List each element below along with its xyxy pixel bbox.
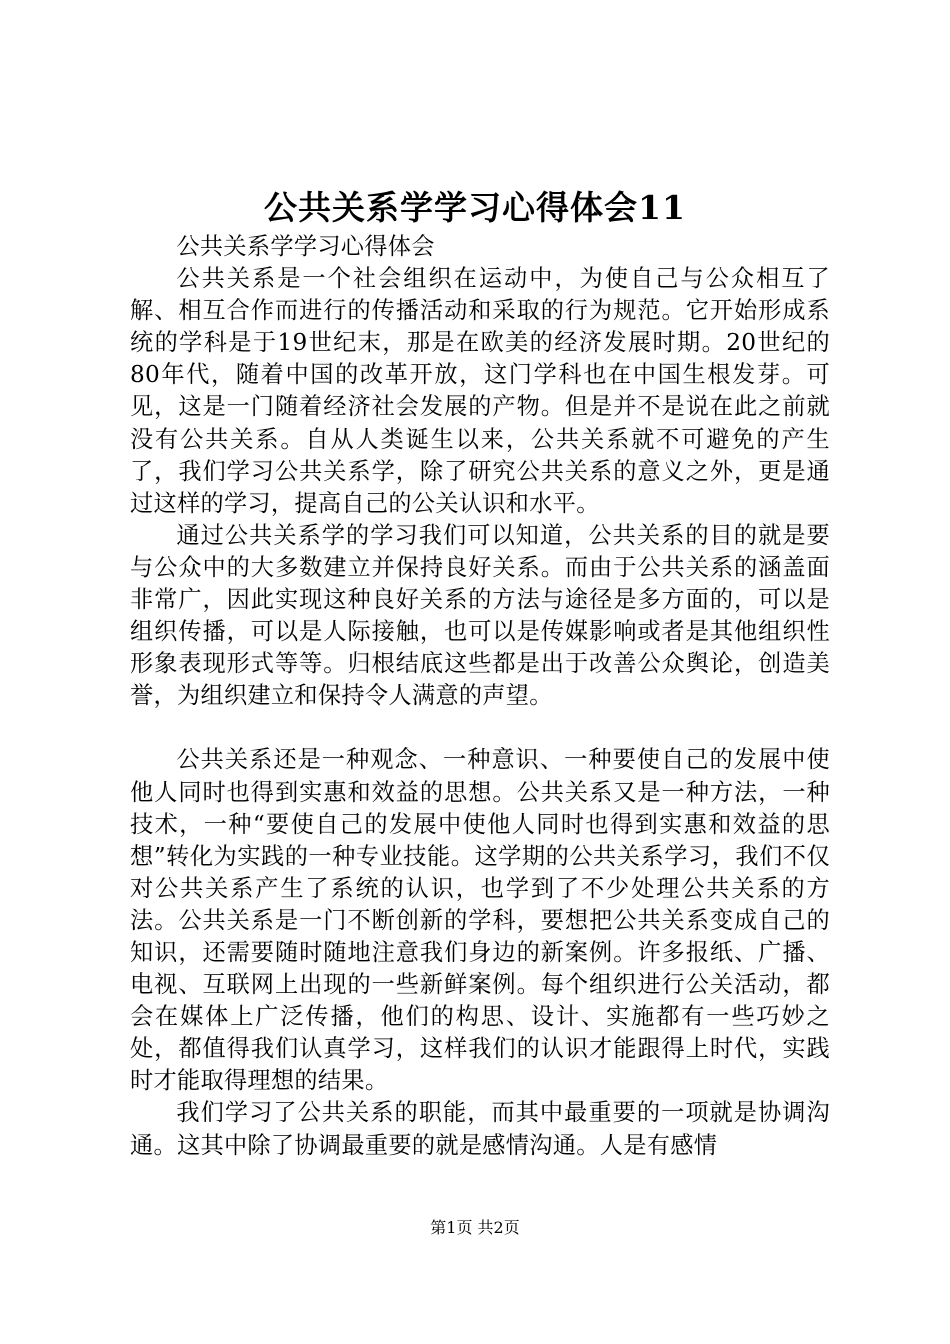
document-body (130, 231, 830, 1162)
document-subtitle: 公共关系学学习心得体会 (176, 233, 435, 260)
page-number-footer: 第1页 共2页 (430, 1218, 520, 1237)
paragraph-2: 通过公共关系学的学习我们可以知道，公共关系的目的就是要与公众中的大多数建立并保持良好关系。而由于公共关系的涵盖面非常广，因此实现这种良好关系的方法与途径是多方面的，可以是组织传播，可以是人际接触，也可以是传媒影响或者是其他组织性形象表现形式等等。归根结底这些都是出于改善公众舆论，创造美誉，为组织建立和保持令人满意的声望。 (130, 521, 830, 710)
paragraph-3: 公共关系还是一种观念、一种意识、一种要使自己的发展中使他人同时也得到实惠和效益的思想。公共关系又是一种方法，一种技术，一种“要使自己的发展中使他人同时也得到实惠和效益的思想”转化为实践的一种专业技能。这学期的公共关系学习，我们不仅对公共关系产生了系统的认识，也学到了不少处理公共关系的方法。公共关系是一门不断创新的学科，要想把公共关系变成自己的知识，还需要随时随地注意我们身边的新案例。许多报纸、广播、电视、互联网上出现的一些新鲜案例。每个组织进行公关活动，都会在媒体上广泛传播，他们的构思、设计、实施都有一些巧妙之处，都值得我们认真学习，这样我们的认识才能跟得上时代，实践时才能取得理想的结果。 (130, 746, 830, 1095)
paragraph-1: 公共关系是一个社会组织在运动中，为使自己与公众相互了解、相互合作而进行的传播活动和采取的行为规范。它开始形成系统的学科是于19世纪末，那是在欧美的经济发展时期。20世纪的80年代，随着中国的改革开放，这门学科也在中国生根发芽。可见，这是一门随着经济社会发展的产物。但是并不是说在此之前就没有公共关系。自从人类诞生以来，公共关系就不可避免的产生了，我们学习公共关系学，除了研究公共关系的意义之外，更是通过这样的学习，提高自己的公关认识和水平。 (130, 265, 830, 517)
document-title: 公共关系学学习心得体会11 (264, 188, 686, 227)
paragraph-4: 我们学习了公共关系的职能，而其中最重要的一项就是协调沟通。这其中除了协调最重要的就是感情沟通。人是有感情 (130, 1099, 830, 1159)
